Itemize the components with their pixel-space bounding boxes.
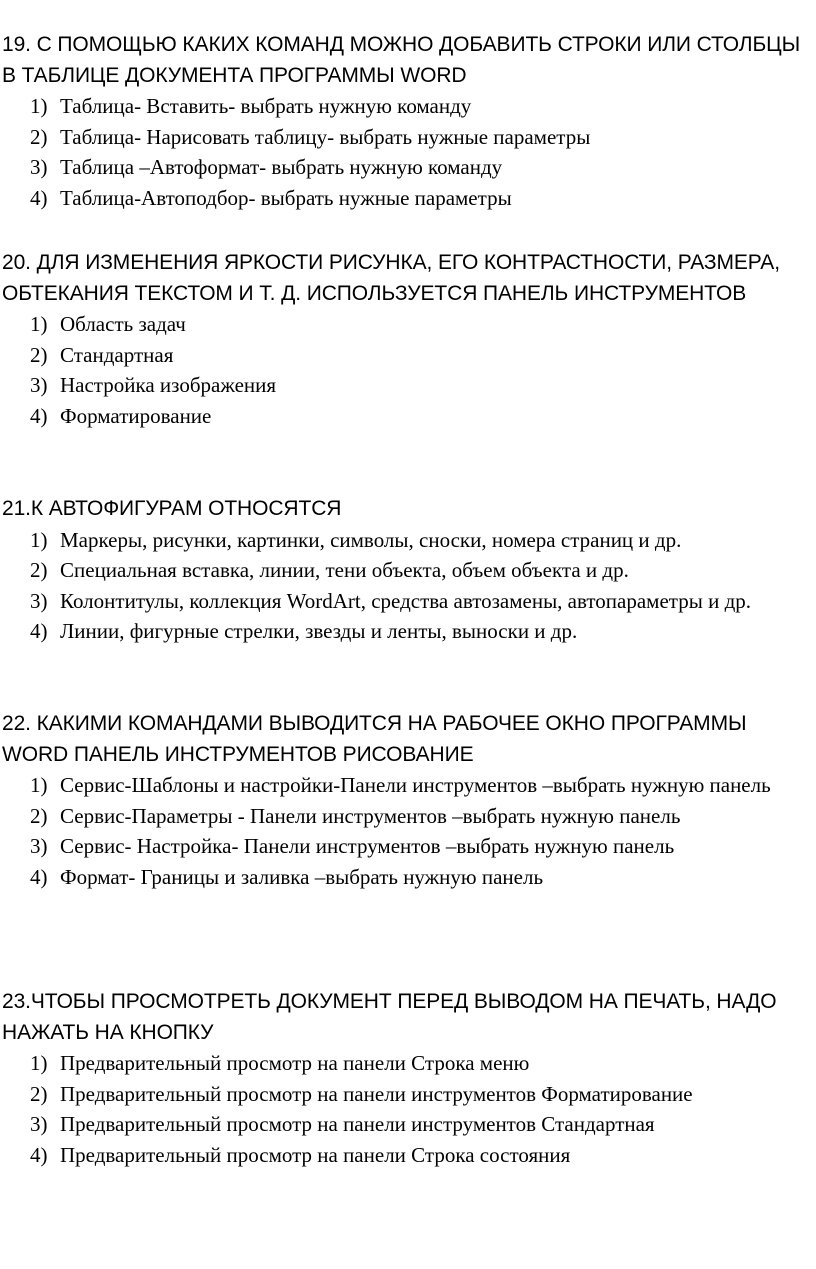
option-text: Настройка изображения: [60, 373, 277, 397]
answer-option: [2, 862, 814, 893]
answer-option: [2, 370, 814, 401]
option-number: 1): [30, 527, 48, 552]
question-22: [2, 709, 814, 892]
option-text: Предварительный просмотр на панели Строка меню: [60, 1051, 530, 1075]
option-number: 1): [30, 1051, 48, 1075]
option-text: Специальная вставка, линии, тени объекта, объем объекта и др.: [60, 558, 629, 582]
option-text: Область задач: [60, 312, 186, 336]
option-number: 2): [30, 558, 48, 582]
option-text: Стандартная: [60, 342, 174, 367]
option-number: 4): [30, 619, 48, 643]
option-text: Сервис-Параметры - Панели инструментов –выбрать нужную панель: [60, 803, 681, 828]
option-text: Формат- Границы и заливка –выбрать нужную панель: [60, 864, 544, 889]
answer-option: [2, 525, 814, 556]
question-text: 19. С ПОМОЩЬЮ КАКИХ КОМАНД МОЖНО ДОБАВИТЬ СТРОКИ ИЛИ СТОЛБЦЫ В ТАБЛИЦЕ ДОКУМЕНТА ПРОГРАММЫ WORD: [2, 33, 801, 87]
answer-option: [2, 616, 814, 647]
option-number: 2): [30, 124, 48, 149]
option-text: Колонтитулы, коллекция WordArt, средства автозамены, автопараметры и др.: [60, 588, 752, 613]
option-number: 1): [30, 94, 48, 118]
question-20: [2, 248, 814, 431]
answer-option: [2, 122, 814, 153]
option-text: Таблица- Нарисовать таблицу- выбрать нужные параметры: [60, 124, 591, 149]
answer-option: [2, 309, 814, 340]
question-text: 22. КАКИМИ КОМАНДАМИ ВЫВОДИТСЯ НА РАБОЧЕЕ ОКНО ПРОГРАММЫ WORD ПАНЕЛЬ ИНСТРУМЕНТОВ РИСОВАНИЕ: [2, 712, 747, 766]
answer-option: [2, 152, 814, 183]
answer-option: [2, 586, 814, 617]
option-number: 3): [30, 834, 48, 858]
question-text: 23.ЧТОБЫ ПРОСМОТРЕТЬ ДОКУМЕНТ ПЕРЕД ВЫВОДОМ НА ПЕЧАТЬ, НАДО НАЖАТЬ НА КНОПКУ: [2, 990, 777, 1044]
option-number: 4): [30, 403, 48, 428]
question-19: [2, 30, 814, 213]
option-text: Сервис- Настройка- Панели инструментов –выбрать нужную панель: [60, 834, 675, 858]
option-number: 3): [30, 155, 48, 179]
option-number: 4): [30, 185, 48, 210]
option-text: Таблица- Вставить- выбрать нужную команду: [60, 94, 472, 118]
answer-option: [2, 1079, 814, 1110]
option-text: Маркеры, рисунки, картинки, символы, сноски, номера страниц и др.: [60, 527, 682, 552]
answer-option: [2, 1048, 814, 1079]
answer-option: [2, 91, 814, 122]
answer-list: [2, 1048, 814, 1170]
answer-option: [2, 555, 814, 586]
option-number: 1): [30, 773, 48, 797]
option-number: 3): [30, 1112, 48, 1136]
option-text: Линии, фигурные стрелки, звезды и ленты, выноски и др.: [60, 619, 578, 643]
option-text: Сервис-Шаблоны и настройки-Панели инструментов –выбрать нужную панель: [60, 773, 771, 797]
option-number: 2): [30, 342, 48, 367]
question-text: 20. ДЛЯ ИЗМЕНЕНИЯ ЯРКОСТИ РИСУНКА, ЕГО КОНТРАСТНОСТИ, РАЗМЕРА, ОБТЕКАНИЯ ТЕКСТОМ И Т. Д. ИСПОЛЬЗУЕТСЯ ПАНЕЛЬ ИНСТРУМЕНТОВ: [2, 251, 780, 305]
answer-list: [2, 525, 814, 647]
answer-list: [2, 91, 814, 213]
answer-option: [2, 831, 814, 862]
answer-option: [2, 340, 814, 371]
answer-list: [2, 309, 814, 431]
option-text: Форматирование: [60, 403, 212, 428]
question-21: [2, 494, 814, 647]
option-text: Предварительный просмотр на панели инструментов Форматирование: [60, 1081, 693, 1106]
option-text: Предварительный просмотр на панели инструментов Стандартная: [60, 1112, 655, 1136]
option-number: 2): [30, 1081, 48, 1106]
option-number: 2): [30, 803, 48, 828]
answer-option: [2, 801, 814, 832]
question-text: 21.К АВТОФИГУРАМ ОТНОСЯТСЯ: [2, 497, 342, 520]
answer-list: [2, 770, 814, 892]
option-number: 4): [30, 1142, 48, 1167]
answer-option: [2, 1140, 814, 1171]
answer-option: [2, 1109, 814, 1140]
option-text: Таблица-Автоподбор- выбрать нужные параметры: [60, 185, 512, 210]
option-number: 1): [30, 312, 48, 336]
answer-option: [2, 401, 814, 432]
option-text: Предварительный просмотр на панели Строка состояния: [60, 1142, 571, 1167]
option-number: 4): [30, 864, 48, 889]
answer-option: [2, 183, 814, 214]
option-number: 3): [30, 373, 48, 397]
answer-option: [2, 770, 814, 801]
question-23: [2, 987, 814, 1170]
option-number: 3): [30, 588, 48, 613]
option-text: Таблица –Автоформат- выбрать нужную команду: [60, 155, 503, 179]
